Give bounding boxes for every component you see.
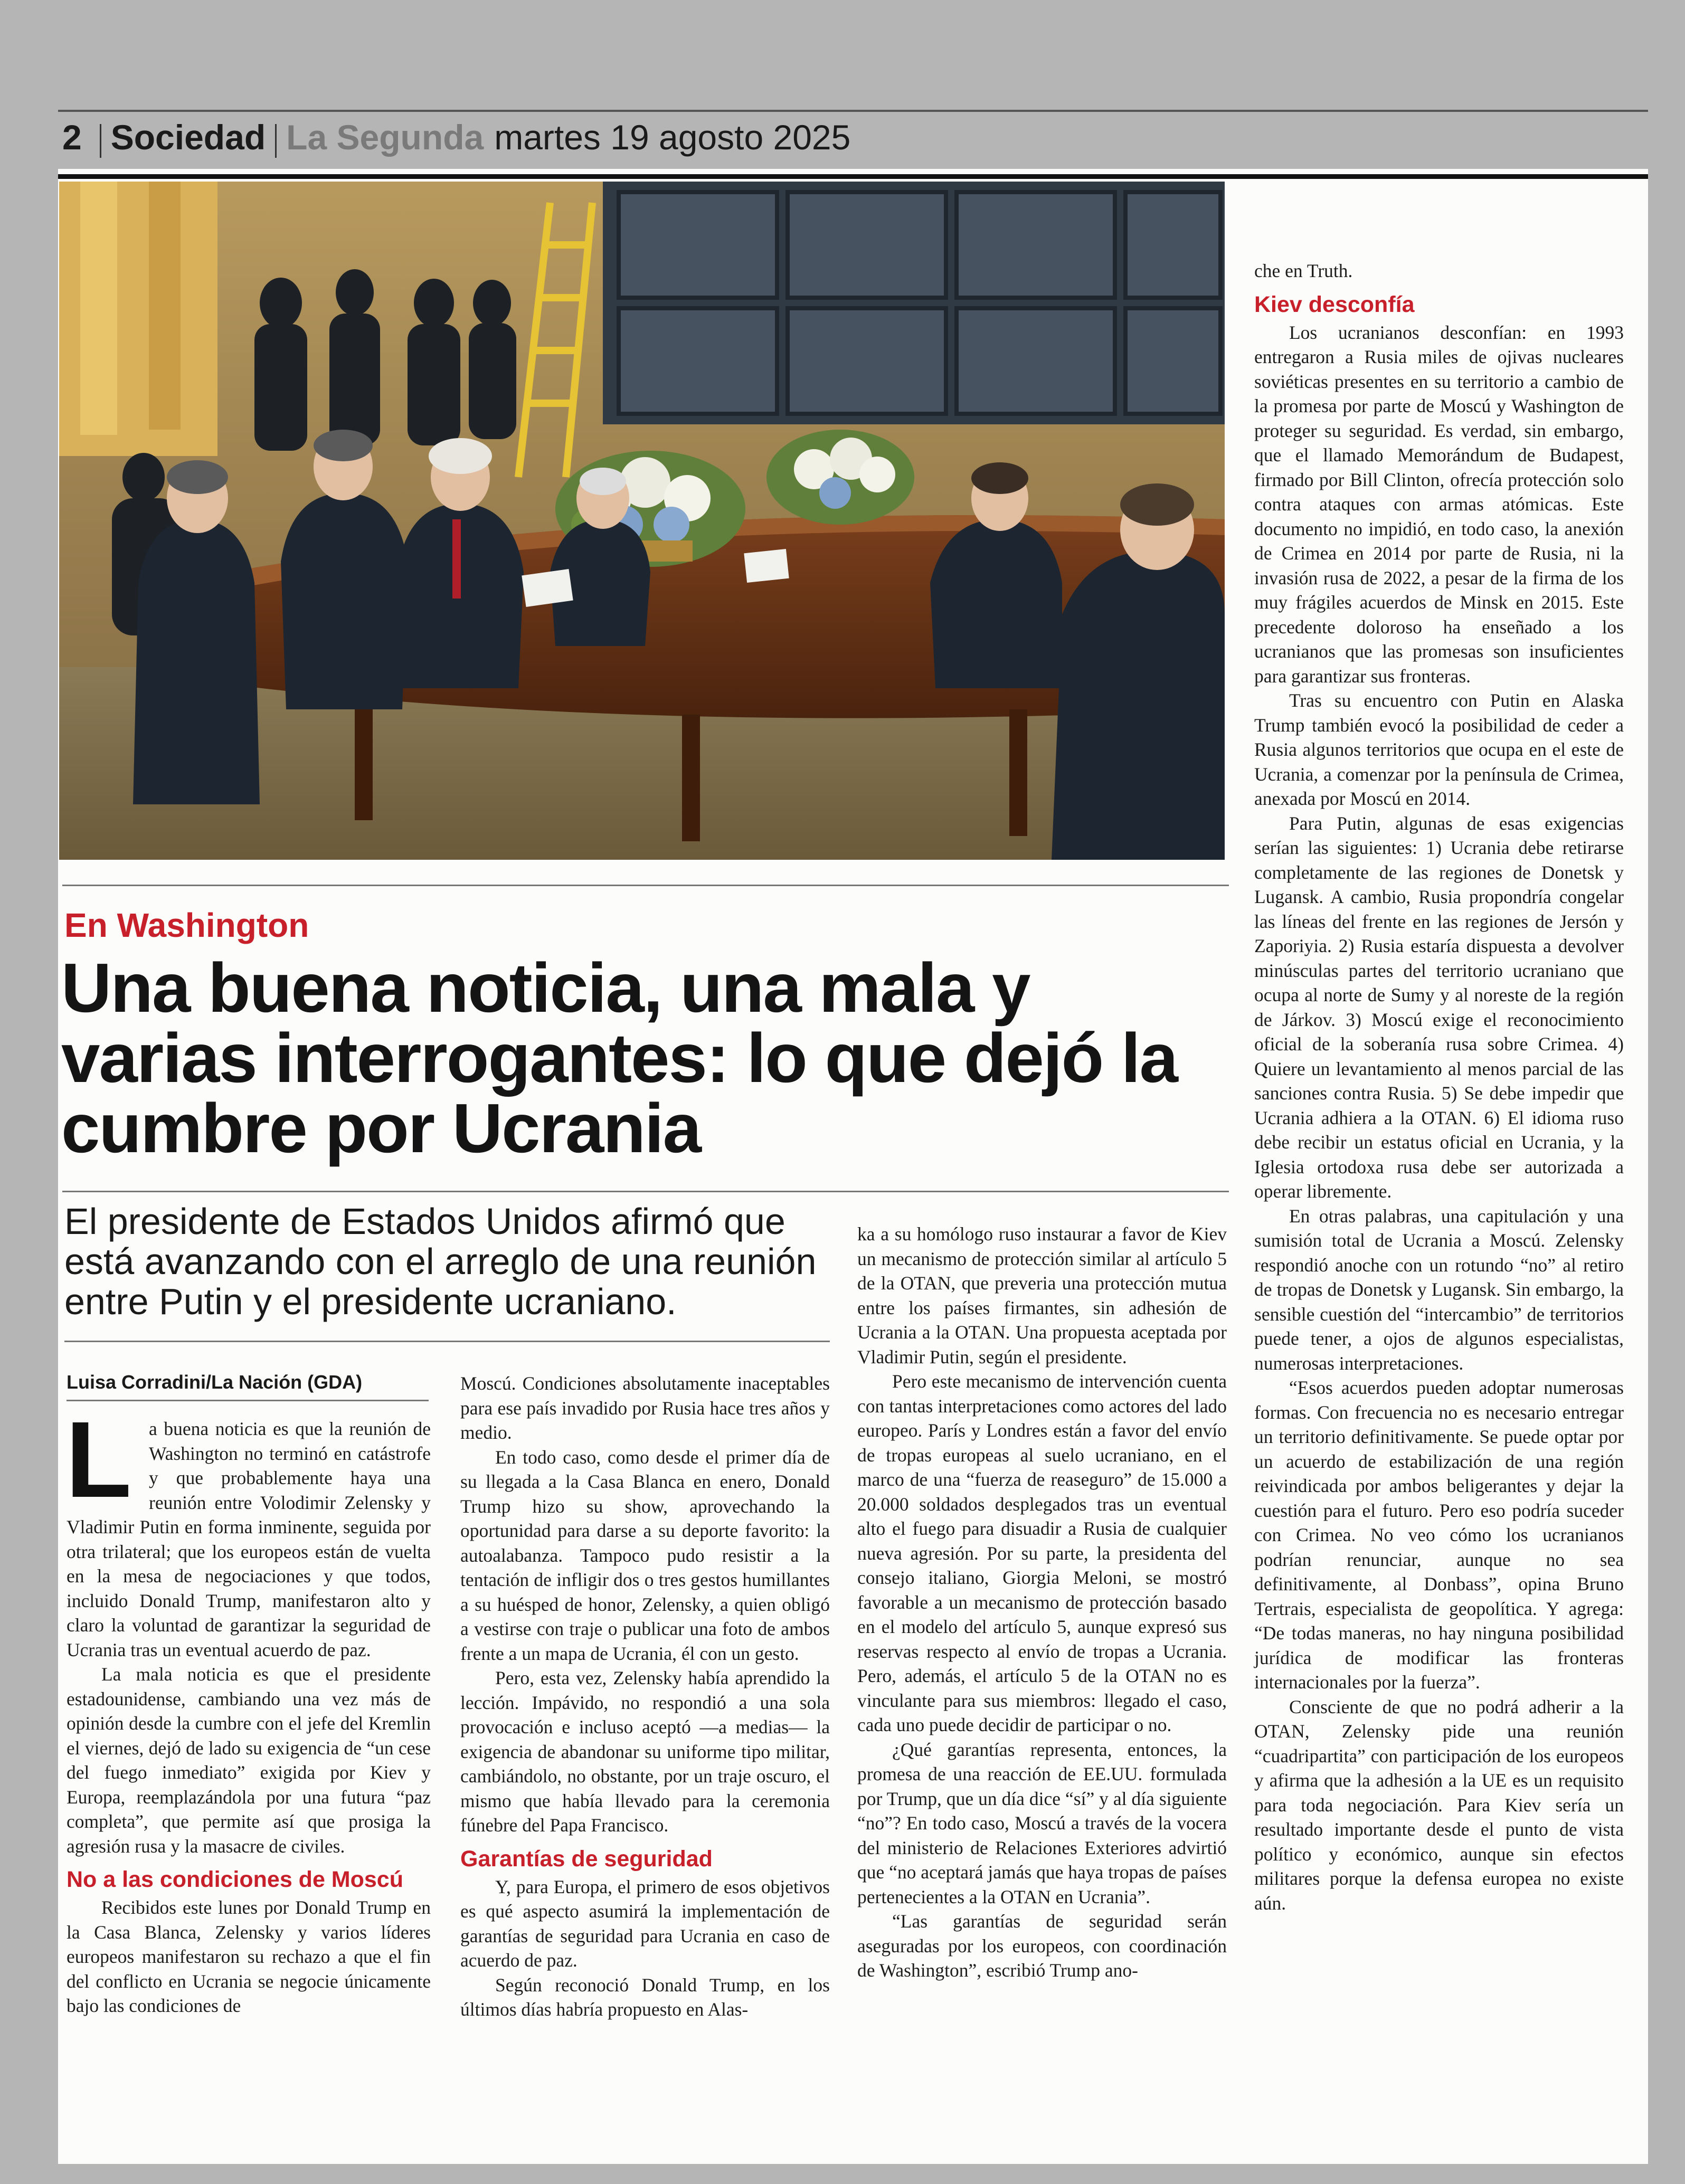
page-number: 2	[62, 118, 82, 157]
page-header	[62, 117, 850, 165]
header-thick-rule	[58, 174, 1648, 179]
paragraph: Pero, esta vez, Zelensky había aprendido la lección. Impávido, no respondió a una sola provocación e incluso aceptó —a medias— la exigencia de abandonar su uniforme tipo militar, cambiándolo, no obstante, por un traje oscuro, el mismo que había llevado para la ceremonia fúnebre del Papa Francisco.	[460, 1667, 830, 1836]
article-column-4	[1254, 259, 1624, 1915]
kicker: En Washington	[64, 906, 309, 944]
issue-date: martes 19 agosto 2025	[494, 118, 851, 157]
paragraph: Moscú. Condiciones absolutamente inaceptables para ese país invadido por Rusia hace tres años y medio.	[460, 1373, 830, 1443]
photo-bottom-rule	[62, 885, 1229, 886]
paragraph: Recibidos este lunes por Donald Trump en la Casa Blanca, Zelensky y varios líderes europeos manifestaron su rechazo a que el fin del conflicto en Ucrania se negocie únicamente bajo las condiciones de	[67, 1897, 431, 2016]
byline: Luisa Corradini/La Nación (GDA)	[67, 1371, 363, 1393]
article-column-3	[857, 1222, 1227, 1983]
paragraph: Los ucranianos desconfían: en 1993 entregaron a Rusia miles de ojivas nucleares soviéticas presentes en su territorio a cambio de la promesa por parte de Moscú y Washington de proteger su seguridad. Es verdad, sin embargo, que el llamado Memorándum de Budapest, firmado por Bill Clinton, ofrecía protección solo contra ataques con armas atómicas. Este documento no impidió, en todo caso, la anexión de Crimea en 2014 por parte de Rusia, ni la invasión rusa de 2022, a pesar de la firma de los muy frágiles acuerdos de Minsk en 2015. Este precedente doloroso ha enseñado a los ucranianos que las promesas son insuficientes para garantizar sus fronteras.	[1254, 321, 1624, 687]
paragraph: che en Truth.	[1254, 260, 1353, 281]
paragraph: “Las garantías de seguridad serán aseguradas por los europeos, con coordinación de Washington”, escribió Trump ano-	[857, 1911, 1227, 1981]
summit-photo	[59, 182, 1225, 860]
paragraph: a buena noticia es que la reunión de Washington no terminó en catástrofe y que probablemente haya una reunión entre Volodimir Zelensky y Vladimir Putin en forma inminente, seguida por otra trilateral; que los europeos están de vuelta en la mesa de negociaciones y que todos, incluido Donald Trump, manifestaron alto y claro la voluntad de garantizar la seguridad de Ucrania tras un eventual acuerdo de paz.	[67, 1418, 431, 1660]
paragraph: Pero este mecanismo de intervención cuenta con tantas interpretaciones como actores del lado europeo. París y Londres están a favor del envío de tropas europeas al suelo ucraniano, en el marco de una “fuerza de reaseguro” de 15.000 a 20.000 soldados desplegados tras un eventual alto el fuego para disuadir a Rusia de cualquier nueva agresión. Por su parte, la presidenta del consejo italiano, Giorgia Meloni, se mostró favorable a un mecanismo de protección basado en el modelo del artículo 5, aunque expresó sus reservas respecto al envío de tropas a Ucrania. Pero, además, el artículo 5 de la OTAN no es vinculante para sus miembros: llegado el caso, cada uno puede decidir de participar o no.	[857, 1371, 1227, 1735]
subheading: Kiev desconfía	[1254, 291, 1415, 317]
paragraph: Tras su encuentro con Putin en Alaska Trump también evocó la posibilidad de ceder a Rusia algunos territorios que ocupa en el este de Ucrania, a comenzar por la península de Crimea, anexada por Moscú en 2014.	[1254, 690, 1624, 809]
paragraph: La mala noticia es que el presidente estadounidense, cambiando una vez más de opinión desde la cumbre con el jefe del Kremlin el viernes, dejó de lado su exigencia de “un cese del fuego inmediato” exigida por Kiev y Europa, reemplazándola por una futura “paz completa”, que permite así que prosiga la agresión rusa y la masacre de civiles.	[67, 1664, 431, 1857]
header-separator	[275, 124, 277, 158]
subheading: Garantías de seguridad	[460, 1846, 713, 1872]
paragraph: Para Putin, algunas de esas exigencias serían las siguientes: 1) Ucrania debe retirarse completamente de las regiones de Donetsk y Lugansk. A cambio, Rusia propondría congelar las líneas del frente en las regiones de Jersón y Zaporiyia. 2) Rusia estaría dispuesta a devolver minúsculas partes del territorio ucraniano que ocupa al norte de Sumy y al noreste de la región de Járkov. 3) Moscú exige el reconocimiento oficial de la soberanía rusa sobre Crimea. 4) Quiere un levantamiento al menos parcial de las sanciones contra Rusia. 5) Se debe impedir que Ucrania adhiera a la OTAN. 6) El idioma ruso debe recibir un estatus oficial en Ucrania, y la Iglesia ortodoxa rusa debe ser autorizada a operar libremente.	[1254, 812, 1624, 1202]
paragraph: ¿Qué garantías representa, entonces, la promesa de una reacción de EE.UU. formulada por Trump, que un día dice “sí” y al día siguiente “no”? En todo caso, Moscú a través de la vocera del ministerio de Relaciones Exteriores advirtió que “no aceptará jamás que haya tropas de países pertenecientes a la OTAN en Ucrania”.	[857, 1739, 1227, 1907]
headline: Una buena noticia, una mala y varias interrogantes: lo que dejó la cumbre por Ucrania	[61, 949, 1177, 1167]
paragraph: ka a su homólogo ruso instaurar a favor de Kiev un mecanismo de protección similar al artículo 5 de la OTAN, que preveria una protección mutua entre los países firmantes, sin adhesión de Ucrania a la OTAN. Una propuesta aceptada por Vladimir Putin, según el presidente.	[857, 1223, 1227, 1368]
publication-name: La Segunda	[286, 118, 484, 157]
deck: El presidente de Estados Unidos afirmó que está avanzando con el arreglo de una reunión entre Putin y el presidente ucraniano.	[64, 1201, 817, 1322]
paragraph: “Esos acuerdos pueden adoptar numerosas formas. Con frecuencia no es necesario entregar un territorio definitivamente. Se puede optar por un acuerdo de estabilización de una región reivindicada por ambos beligerantes y dejar la cuestión para el futuro. Pero eso podría suceder con Crimea. No veo cómo los ucranianos podrían renunciar, aunque no sea definitivamente, al Donbass”, opina Bruno Tertrais, especialista de geopolítica. Y agrega: “De todas maneras, no hay ninguna posibilidad jurídica de modificar las fronteras internacionales por la fuerza”.	[1254, 1377, 1624, 1693]
paragraph: En otras palabras, una capitulación y una sumisión total de Ucrania a Moscú. Zelensky respondió anoche con un rotundo “no” al retiro de tropas de Donetsk y Lugansk. Sin embargo, la sensible cuestión del “intercambio” de territorios puede tener, a ojos de algunos especialistas, numerosas interpretaciones.	[1254, 1205, 1624, 1374]
photo-illustration	[59, 182, 1225, 860]
deck-rule	[64, 1341, 830, 1342]
header-top-rule	[58, 110, 1648, 112]
headline-rule	[62, 1191, 1229, 1192]
paragraph: Y, para Europa, el primero de esos objetivos es qué aspecto asumirá la implementación de garantías de seguridad para Ucrania en caso de acuerdo de paz.	[460, 1876, 830, 1971]
header-separator	[100, 124, 101, 158]
subheading: No a las condiciones de Moscú	[67, 1867, 403, 1892]
drop-cap: L	[65, 1418, 132, 1508]
paragraph: Según reconoció Donald Trump, en los últimos días habría propuesto en Alas-	[460, 1974, 830, 2020]
paragraph: En todo caso, como desde el primer día de su llegada a la Casa Blanca en enero, Donald Trump hizo su show, aprovechando la oportunidad para darse a su deporte favorito: la autoalabanza. Tampoco pudo resistir a la tentación de infligir dos o tres gestos humillantes a su huésped de honor, Zelensky, a quien obligó a vestirse con traje o publicar una foto de ambos frente a un mapa de Ucrania, él con un gesto.	[460, 1446, 830, 1664]
section-name: Sociedad	[110, 118, 266, 157]
paragraph: Consciente de que no podrá adherir a la OTAN, Zelensky pide una reunión “cuadripartita” con participación de los europeos y afirma que la adhesión a la UE es un requisito para toda negociación. Para Kiev sería un resultado importante desde el punto de vista político y económico, aunque sin efectos militares porque la defensa europea no existe aún.	[1254, 1696, 1624, 1914]
article-column-1	[67, 1417, 431, 2018]
byline-rule	[67, 1400, 429, 1401]
article-column-2	[460, 1371, 830, 2022]
